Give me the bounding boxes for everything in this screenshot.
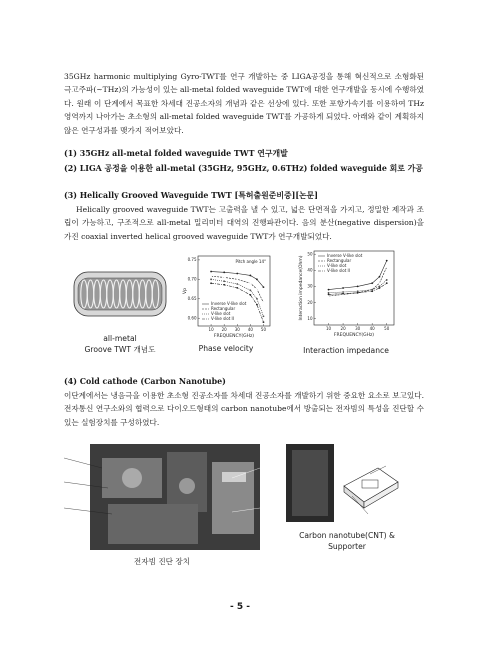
data-point — [371, 289, 373, 291]
groove-caption: all-metal Groove TWT 개념도 — [84, 334, 156, 354]
data-point — [256, 304, 258, 306]
data-point — [210, 271, 212, 273]
x-tick-label: 10 — [208, 327, 214, 332]
x-tick-label: 30 — [234, 327, 240, 332]
data-point — [210, 275, 212, 277]
impedance-svg — [290, 245, 402, 345]
x-tick-label: 40 — [369, 326, 375, 331]
apparatus-caption: 전자빔 진단 장치 — [133, 557, 191, 566]
data-point — [357, 285, 359, 287]
y-axis-label: Interaction impedance(Ohm) — [299, 255, 304, 321]
data-point — [249, 289, 251, 291]
data-point — [379, 287, 381, 289]
data-point — [342, 287, 344, 289]
cnt-supporter-diagram — [282, 438, 402, 528]
x-tick-label: 20 — [221, 327, 227, 332]
data-point — [357, 290, 359, 292]
y-tick-label: 30 — [307, 283, 313, 289]
cnt-caption: Carbon nanotube(CNT) & Supporter — [299, 531, 395, 551]
item4-paragraph: 이단계에서는 냉음극을 이용한 초소형 진공소자를 차세대 진공소자를 개발하기 위한 중요한 요소로 보고있다. 전자통신 연구소와의 협력으로 다이오드형태의 carbon nanotube에서 방출되는 전자빔의 특성을 진단할 수 있는 실험장치를 구성하였다. — [64, 391, 424, 427]
data-point — [371, 282, 373, 284]
data-point — [379, 276, 381, 278]
data-point — [223, 280, 225, 282]
x-tick-label: 40 — [247, 327, 253, 332]
item2-heading: (2) LIGA 공정을 이용한 all-metal (35GHz, 95GHz, 0.6THz) folded waveguide 회로 가공 — [64, 164, 423, 173]
item3-heading: (3) Helically Grooved Waveguide TWT [특허출원준비중][논문] — [64, 191, 319, 200]
data-point — [386, 266, 388, 268]
legend-entry: Inverse V-like slot — [211, 301, 247, 307]
chart-annotation: Pitch angle 14° — [235, 259, 266, 264]
y-axis-label: Vp — [183, 288, 188, 294]
data-point — [223, 284, 225, 286]
data-point — [357, 292, 359, 294]
y-tick-label: 0.65 — [187, 296, 197, 302]
plot-frame — [198, 256, 270, 326]
intro-paragraph: 35GHz harmonic multiplying Gyro-TWT를 연구 개발하는 중 LIGA공정을 통해 혁신적으로 소형화된 극고주파(~THz)의 가능성이 있는 all-metal folded waveguide TWT에 대한 연구개발을 동시에 수행하였다. 원래 이 단계에서 목표한 차세대 진공소자의 개념과 같은 선상에 있다. 또한 포항가속기를 이용하여 THz영역까지 나아가는 초소형의 all-metal folded waveguide TWT를 가공하게 되었다. 아래와 같이 계획하지 않은 연구성과를 맺가지 적어보았다. — [64, 72, 424, 135]
item4-heading: (4) Cold cathode (Carbon Nanotube) — [64, 377, 226, 386]
data-point — [342, 291, 344, 293]
x-tick-label: 50 — [260, 327, 267, 332]
data-point — [249, 282, 251, 284]
groove-twt-drawing — [72, 262, 168, 326]
impedance-caption: Interaction impedance — [303, 346, 389, 355]
data-point — [236, 273, 238, 275]
apparatus-photo — [62, 438, 262, 552]
legend-entry: V-like slot — [211, 311, 231, 317]
item3-paragraph: Helically grooved waveguide TWT는 고출력을 낼 수 있고, 넓은 단면적을 가지고, 정밀한 제작과 조립이 가능하고, 구조적으로 all-metal 밀리미터 대역의 진행파관이다. 음의 분산(negative dispersion)을 가진 coaxial inverted helical grooved waveguide TWT가 연구개발되었다. — [64, 205, 424, 241]
data-point — [236, 278, 238, 280]
x-tick-label: 50 — [384, 326, 390, 331]
y-tick-label: 40 — [307, 267, 313, 273]
data-point — [328, 295, 330, 297]
legend-entry: V-like slot II — [327, 268, 350, 274]
data-point — [379, 282, 381, 284]
data-point — [210, 278, 212, 280]
data-point — [249, 275, 251, 277]
item1-heading: (1) 35GHz all-metal folded waveguide TWT 연구개발 — [64, 149, 288, 158]
y-tick-label: 20 — [307, 299, 313, 305]
data-point — [249, 294, 251, 296]
x-tick-label: 20 — [340, 326, 346, 331]
data-point — [236, 283, 238, 285]
data-point — [386, 282, 388, 284]
y-tick-label: 10 — [307, 315, 313, 321]
data-point — [386, 279, 388, 281]
groove-twt-illustration — [72, 262, 168, 326]
legend-entry: Rectangular — [211, 306, 236, 312]
data-point — [263, 286, 265, 288]
plot-frame — [314, 251, 394, 325]
y-tick-label: 0.75 — [187, 257, 197, 263]
y-tick-label: 0.70 — [187, 276, 197, 282]
data-point — [328, 292, 330, 294]
x-axis-label: FREQUENCY(GHz) — [333, 333, 375, 338]
legend-entry: Rectangular — [327, 258, 352, 264]
data-point — [379, 285, 381, 287]
data-point — [256, 278, 258, 280]
cnt-supporter-drawing — [282, 438, 402, 528]
data-point — [328, 294, 330, 296]
x-tick-label: 30 — [355, 326, 361, 331]
data-point — [342, 293, 344, 295]
data-point — [386, 260, 388, 262]
phase-velocity-svg — [176, 248, 276, 344]
x-tick-label: 10 — [325, 326, 332, 331]
impedance-chart — [290, 245, 402, 345]
legend-entry: Inverse V-like slot — [327, 253, 363, 259]
legend-entry: V-like slot — [327, 263, 347, 269]
y-tick-label: 0.60 — [187, 315, 197, 321]
data-point — [256, 288, 258, 290]
page-number: - 5 - — [230, 602, 250, 612]
phase-velocity-chart — [176, 248, 276, 344]
data-point — [263, 321, 265, 323]
legend-entry: V-like slot II — [211, 316, 234, 322]
phase-velocity-caption: Phase velocity — [198, 344, 254, 353]
apparatus-photo-drawing — [62, 438, 262, 552]
data-point — [371, 290, 373, 292]
data-point — [223, 271, 225, 273]
data-point — [263, 315, 265, 317]
data-point — [328, 289, 330, 291]
y-tick-label: 50 — [307, 251, 313, 257]
data-point — [256, 298, 258, 300]
data-point — [236, 287, 238, 289]
data-point — [223, 276, 225, 278]
data-point — [210, 282, 212, 284]
x-axis-label: FREQUENCY(GHz) — [213, 334, 255, 339]
data-point — [263, 302, 265, 304]
